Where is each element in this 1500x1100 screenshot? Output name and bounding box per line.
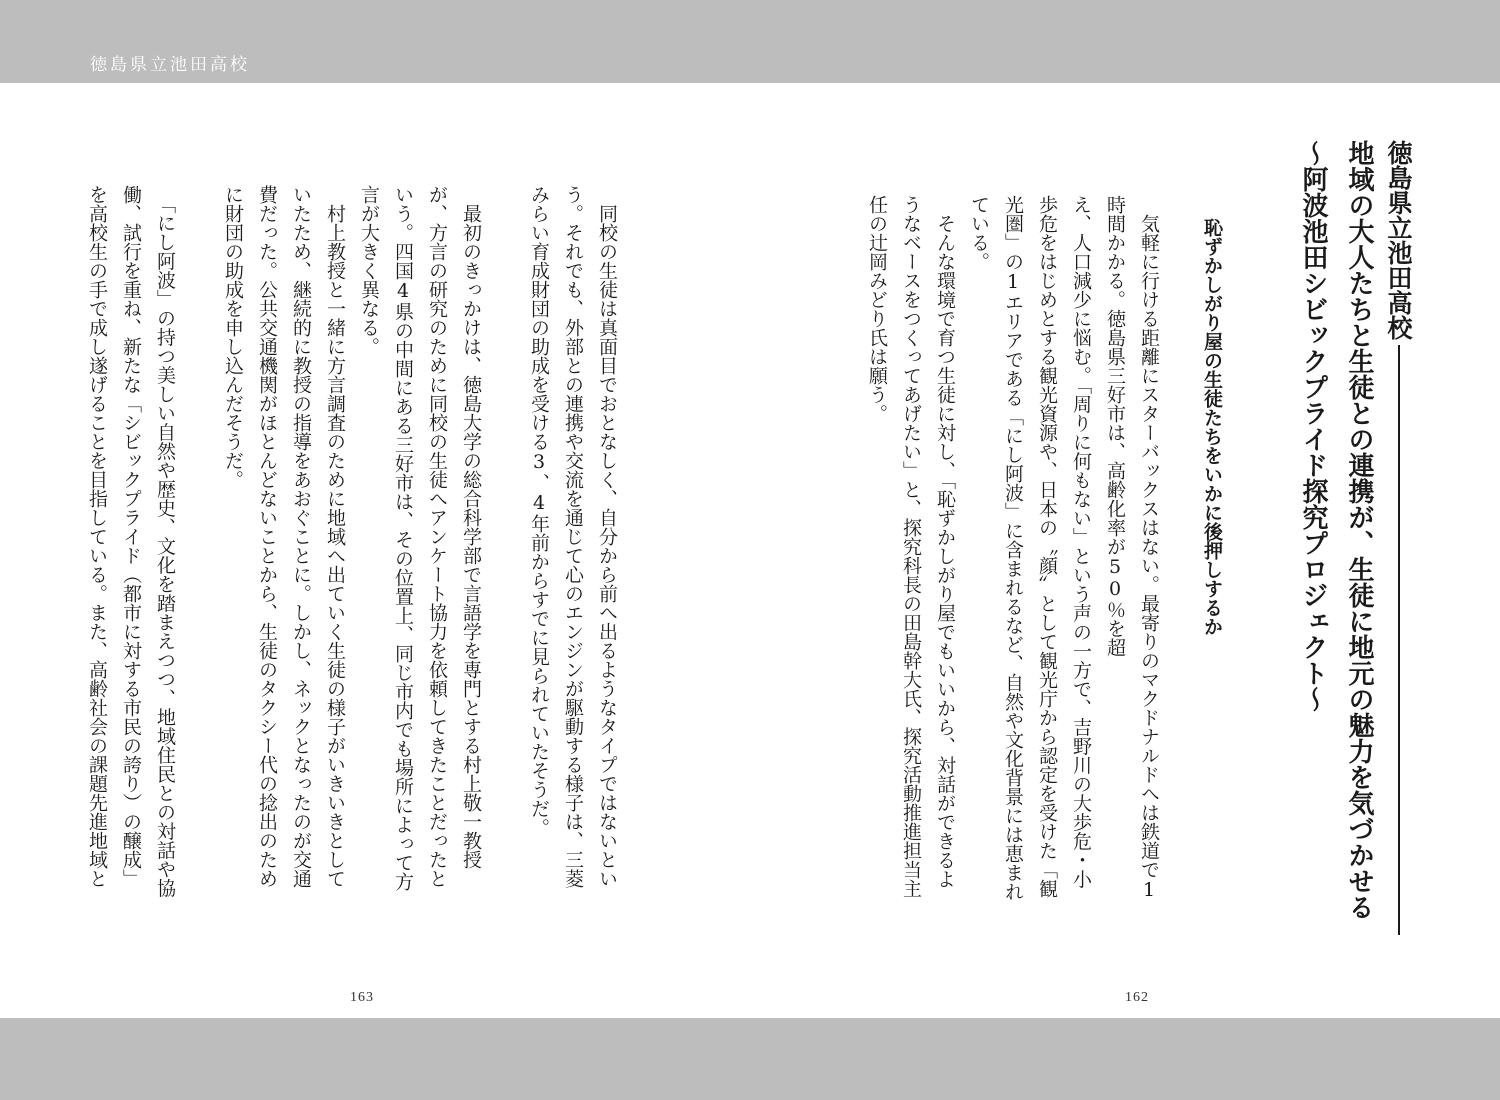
body-line: を高校生の手で成し遂げることを目指している。また、高齢社会の課題先進地域と <box>86 185 108 888</box>
body-line: そんな環境で育つ生徒に対し、「恥ずかしがり屋でもいいから、対話ができるよ <box>934 195 956 889</box>
body-line <box>488 185 522 898</box>
body-line: いたため、継続的に教授の指導をあおぐことに。しかし、ネックとなったのが交通 <box>290 185 312 888</box>
headline-subtitle-line: ～阿波池田シビックプライド探究プロジェクト～ <box>1298 140 1328 712</box>
section-subheading: 恥ずかしがり屋の生徒たちをいかに後押しするか <box>1201 218 1223 636</box>
page-number-left: 163 <box>350 990 374 1005</box>
body-line: に財団の助成を申し込んだそうだ。 <box>222 185 244 489</box>
right-page-body <box>860 195 1166 901</box>
body-line: 気軽に行ける距離にスターバックスはない。最寄りのマクドナルドへは鉄道で1 <box>1138 195 1160 901</box>
label-rule <box>1398 345 1400 935</box>
school-label: 徳島県立池田高校 <box>1384 140 1413 340</box>
body-line: ている。 <box>968 195 990 271</box>
body-line: 時間かかる。徳島県三好市は、高齢化率が50％を超 <box>1104 195 1126 657</box>
body-line: 費だった。公共交通機関がほとんどないことから、生徒のタクシー代の捻出のため <box>256 185 278 888</box>
running-head: 徳島県立池田高校 <box>90 55 250 75</box>
body-line: みらい育成財団の助成を受ける3、4年前からすでに見られていたそうだ。 <box>528 185 550 837</box>
body-line: が、方言の研究のために同校の生徒へアンケート協力を依頼してきたことだったと <box>426 185 448 888</box>
body-line: 「にし阿波」の持つ美しい自然や歴史、文化を踏まえつつ、地域住民との対話や協 <box>154 185 176 898</box>
left-page-body <box>80 185 624 898</box>
body-line <box>182 185 216 898</box>
headline-line: 地域の大人たちと生徒との連携が、生徒に地元の魅力を気づかせる <box>1344 140 1374 920</box>
article-headline <box>1290 140 1382 920</box>
body-line: 働、試行を重ね、新たな「シビックプライド（都市に対する市民の誇り）の醸成」 <box>120 185 142 888</box>
body-line: 言が大きく異なる。 <box>358 185 380 356</box>
body-line: 任の辻岡みどり氏は願う。 <box>866 195 888 423</box>
body-line: う。それでも、外部との連携や交流を通じて心のエンジンが駆動する様子は、三菱 <box>562 185 584 888</box>
body-line: え、人口減少に悩む。「周りに何もない」という声の一方で、吉野川の大歩危・小 <box>1070 195 1092 889</box>
body-line: いう。四国4県の中間にある三好市は、その位置上、同じ市内でも場所によって方 <box>392 185 414 891</box>
page-number-right: 162 <box>1125 990 1149 1005</box>
body-line: 歩危をはじめとする観光資源や、日本の〝顔〟として観光庁から認定を受けた「観 <box>1036 195 1058 898</box>
body-line: うなベースをつくってあげたい」と、探究科長の田島幹大氏、探究活動推進担当主 <box>900 195 922 898</box>
footer-band <box>0 1018 1500 1100</box>
body-line: 村上教授と一緒に方言調査のために地域へ出ていく生徒の様子がいきいきとして <box>324 185 346 888</box>
body-line: 光圏」の1エリアである「にし阿波」に含まれるなど、自然や文化背景には恵まれ <box>1002 195 1024 901</box>
body-line: 同校の生徒は真面目でおとなしく、自分から前へ出るようなタイプではないとい <box>596 185 618 888</box>
body-line: 最初のきっかけは、徳島大学の総合科学部で言語学を専門とする村上敬一教授 <box>460 185 482 869</box>
